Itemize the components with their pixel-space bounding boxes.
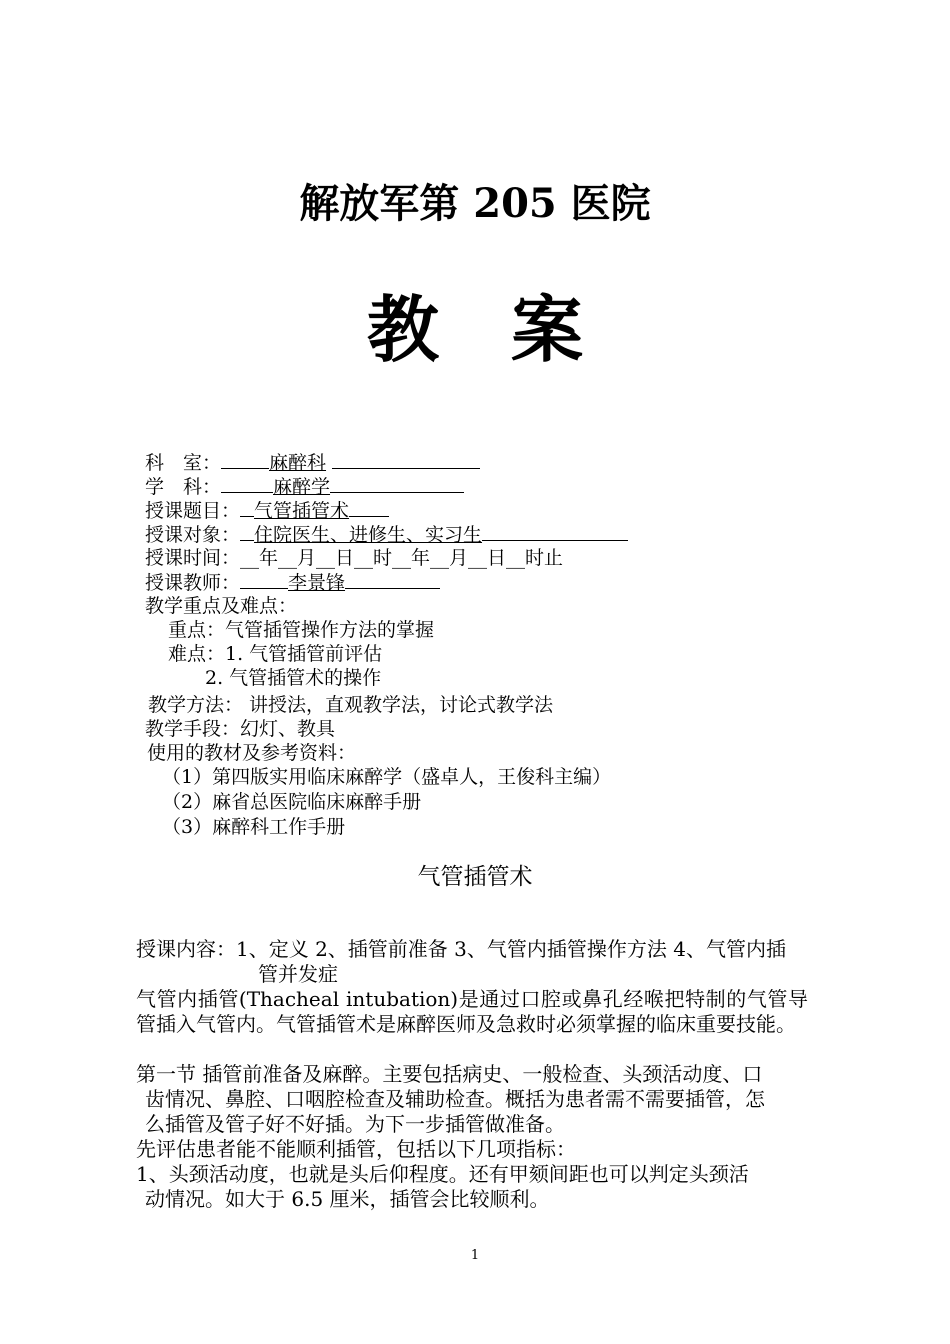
- dept-label: 科 室：: [145, 452, 222, 474]
- teacher-row: [145, 570, 440, 595]
- dept-value: 麻醉科: [269, 452, 327, 474]
- keypoints-label: 教学重点及难点：: [145, 595, 298, 617]
- section1-line-3: 么插管及管子好不好插。为下一步插管做准备。: [145, 1112, 565, 1136]
- difficulty-2: 2. 气管插管术的操作: [205, 667, 382, 689]
- doc-type-title: [0, 272, 950, 376]
- subject-label: 学 科：: [145, 476, 222, 498]
- page-number: 1: [470, 1248, 480, 1263]
- outline-line-1: 授课内容：1、定义 2、插管前准备 3、气管内插管操作方法 4、气管内插: [136, 937, 786, 961]
- subject-value: 麻醉学: [273, 476, 331, 498]
- time-row: [145, 546, 563, 570]
- section-title: 气管插管术: [417, 864, 533, 890]
- definition-paragraph: 气管内插管(Thacheal intubation)是通过口腔或鼻孔经喉把特制的气管导管插入气管内。气管插管术是麻醉医师及急救时必须掌握的临床重要技能。: [136, 987, 808, 1036]
- teacher-label: 授课教师：: [145, 572, 241, 594]
- topic-value: 气管插管术: [254, 500, 350, 522]
- doc-type-char-2: 案: [511, 287, 584, 372]
- key-point: 重点：气管插管操作方法的掌握: [168, 619, 435, 641]
- time-value: __年__月__日__时__年__月__日__时止: [240, 547, 564, 569]
- topic-row: [145, 498, 389, 523]
- teaching-means: 教学手段：幻灯、教具: [145, 718, 336, 740]
- time-label: 授课时间：: [145, 547, 241, 569]
- reference-2: （2）麻省总医院临床麻醉手册: [162, 791, 422, 813]
- topic-label: 授课题目：: [145, 500, 241, 522]
- audience-row: [145, 522, 628, 547]
- item1-line-2: 动情况。如大于 6.5 厘米，插管会比较顺利。: [145, 1187, 550, 1211]
- refs-label: 使用的教材及参考资料：: [147, 742, 357, 764]
- institution-title: 解放军第 205 医院: [299, 180, 651, 227]
- audience-value: 住院医生、进修生、实习生: [254, 524, 483, 546]
- difficulty-1: 难点：1. 气管插管前评估: [168, 643, 383, 665]
- reference-3: （3）麻醉科工作手册: [162, 816, 346, 838]
- audience-label: 授课对象：: [145, 524, 241, 546]
- teaching-method: 教学方法： 讲授法，直观教学法，讨论式教学法: [148, 694, 554, 716]
- item1-line-1: 1、头颈活动度，也就是头后仰程度。还有甲颏间距也可以判定头颈活: [136, 1162, 749, 1186]
- teacher-value: 李景锋: [288, 572, 346, 594]
- subject-row: [145, 474, 464, 499]
- section1-line-2: 齿情况、鼻腔、口咽腔检查及辅助检查。概括为患者需不需要插管，怎: [145, 1087, 765, 1111]
- assess-intro: 先评估患者能不能顺利插管，包括以下几项指标：: [136, 1137, 576, 1161]
- reference-1: （1）第四版实用临床麻醉学（盛卓人，王俊科主编）: [162, 766, 612, 788]
- outline-line-2: 管并发症: [258, 962, 338, 986]
- doc-type-char-1: 教: [366, 287, 439, 372]
- section1-line-1: 第一节 插管前准备及麻醉。主要包括病史、一般检查、头颈活动度、口: [136, 1062, 763, 1086]
- dept-row: [145, 450, 480, 475]
